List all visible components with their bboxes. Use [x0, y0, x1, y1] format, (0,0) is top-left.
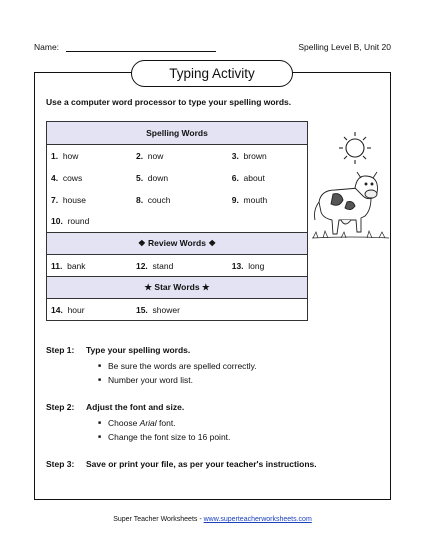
step-title: Type your spelling words. [86, 345, 191, 355]
step-bullets [98, 416, 376, 444]
word-text: how [62, 150, 79, 161]
word-number: 13. [231, 260, 244, 271]
step-heading [46, 459, 376, 473]
worksheet-header [34, 42, 391, 56]
step-3 [46, 459, 376, 473]
word-number: 8. [135, 194, 144, 205]
word-number: 7. [51, 194, 59, 205]
word-cell [47, 167, 132, 189]
word-number: 2. [135, 150, 144, 161]
unit-label: Spelling Level B, Unit 20 [298, 42, 391, 52]
word-text: couch [147, 194, 171, 205]
word-cell [228, 189, 308, 211]
word-cell [132, 299, 228, 321]
name-label: Name: [34, 42, 60, 52]
table-row [47, 211, 308, 233]
word-text: cows [62, 172, 83, 183]
word-number: 11. [51, 260, 63, 271]
list-item: ■ Be sure the words are spelled correctly. [98, 359, 376, 373]
word-number: 5. [135, 172, 144, 183]
word-text: stand [152, 260, 174, 271]
step-label: Step 1: [46, 345, 75, 355]
table-row [47, 255, 308, 277]
word-cell [132, 145, 228, 167]
step-title: Adjust the font and size. [86, 402, 185, 412]
table-row [47, 167, 308, 189]
word-number: 1. [51, 150, 59, 161]
word-number: 15. [135, 304, 148, 315]
word-text: now [147, 150, 164, 161]
word-cell [47, 255, 132, 277]
word-cell [47, 211, 132, 233]
word-text: mouth [243, 194, 268, 205]
footer-link[interactable]: www.superteacherworksheets.com [203, 516, 312, 523]
word-cell [132, 167, 228, 189]
table-row [47, 189, 308, 211]
word-number: 3. [231, 150, 239, 161]
word-number: 9. [231, 194, 239, 205]
word-text: brown [243, 150, 267, 161]
word-cell [228, 255, 308, 277]
choose-text: Choose Arial font. [108, 418, 176, 428]
step-heading [46, 402, 376, 416]
word-table [46, 121, 308, 321]
word-text: long [248, 260, 265, 271]
word-number: 10. [51, 216, 63, 227]
word-text: about [243, 172, 265, 183]
footer [0, 516, 425, 523]
word-number: 12. [135, 260, 148, 271]
word-number: 4. [51, 172, 59, 183]
step-2 [46, 402, 376, 444]
footer-text: Super Teacher Worksheets - [113, 516, 204, 523]
cow-icon [315, 172, 378, 234]
step-heading [46, 345, 376, 359]
word-number: 6. [231, 172, 239, 183]
step-bullets [98, 359, 376, 387]
list-item: ■ Number your word list. [98, 373, 376, 387]
list-item: ■ Change the font size to 16 point. [98, 430, 376, 444]
step-title: Save or print your file, as per your teacher's instructions. [86, 459, 317, 469]
word-cell [132, 189, 228, 211]
word-cell [47, 299, 132, 321]
list-item [98, 416, 376, 430]
word-cell [228, 145, 308, 167]
step-1 [46, 345, 376, 387]
step-label: Step 3: [46, 459, 75, 469]
spelling-words-heading: Spelling Words [47, 122, 308, 145]
grass-icon [312, 231, 389, 238]
star-words-heading: ★ Star Words ★ [47, 277, 308, 299]
cow-and-sun-illustration [311, 124, 391, 254]
word-number: 14. [51, 304, 63, 315]
instruction-text: Use a computer word processor to type your spelling words. [46, 97, 292, 107]
word-text: house [62, 194, 86, 205]
spelling-words-header [47, 122, 308, 145]
step-label: Step 2: [46, 402, 75, 412]
word-cell [47, 189, 132, 211]
word-text: shower [152, 304, 180, 315]
word-cell [47, 145, 132, 167]
word-text: down [147, 172, 169, 183]
name-line [66, 51, 216, 52]
star-words-header [47, 277, 308, 299]
table-row [47, 299, 308, 321]
empty-cell [132, 211, 228, 233]
empty-cell [228, 299, 308, 321]
review-words-heading: ❖ Review Words ❖ [47, 233, 308, 255]
word-text: hour [67, 304, 85, 315]
review-words-header [47, 233, 308, 255]
page-title: Typing Activity [131, 60, 293, 87]
word-cell [228, 167, 308, 189]
empty-cell [228, 211, 308, 233]
sun-icon [339, 132, 371, 164]
word-text: round [67, 216, 90, 227]
steps-section [46, 345, 376, 488]
word-cell [132, 255, 228, 277]
word-text: bank [67, 260, 86, 271]
table-row [47, 145, 308, 167]
